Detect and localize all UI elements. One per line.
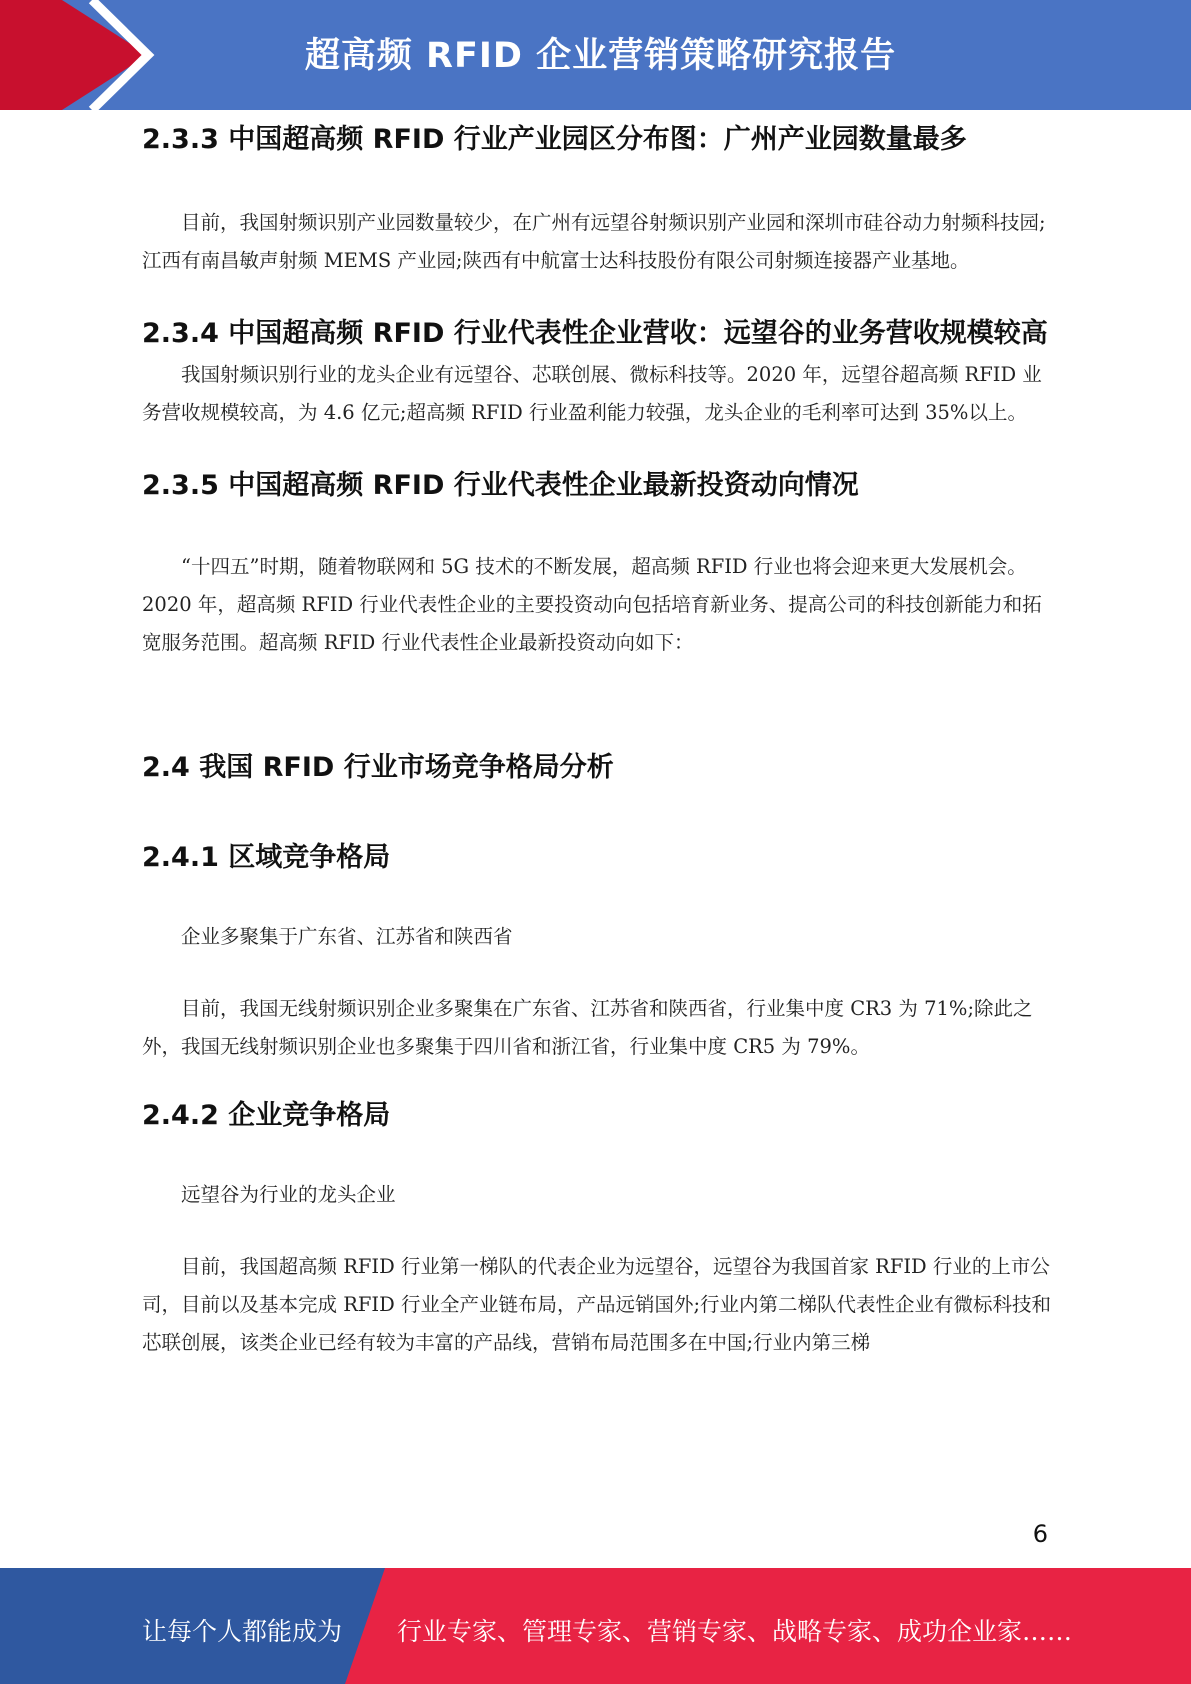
page-number: 6: [1032, 1520, 1048, 1548]
section-2-4-2-paragraph: 目前，我国超高频 RFID 行业第一梯队的代表企业为远望谷，远望谷为我国首家 RFID 行业的上市公司，目前以及基本完成 RFID 行业全产业链布局，产品远销国外;行业内第二梯队代表性企业有微标科技和芯联创展，该类企业已经有较为丰富的产品线，营销布局范围多在中国;行业内第三梯: [142, 1255, 1052, 1354]
section-2-3-4-paragraph: 我国射频识别行业的龙头企业有远望谷、芯联创展、微标科技等。2020 年，远望谷超高频 RFID 业务营收规模较高，为 4.6 亿元;超高频 RFID 行业盈利能力较强，龙头企业的毛利率可达到 35%以上。: [142, 363, 1042, 424]
section-2-3-5-paragraph: “十四五”时期，随着物联网和 5G 技术的不断发展，超高频 RFID 行业也将会迎来更大发展机会。2020 年，超高频 RFID 行业代表性企业的主要投资动向包括培育新业务、提高公司的科技创新能力和拓宽服务范围。超高频 RFID 行业代表性企业最新投资动向如下：: [142, 555, 1042, 654]
section-2-4-title: 2.4 我国 RFID 行业市场竞争格局分析: [142, 752, 614, 783]
section-2-4-1-title: 2.4.1 区域竞争格局: [142, 842, 391, 873]
page-header: [0, 0, 1191, 110]
section-2-4-2-subheading: 远望谷为行业的龙头企业: [181, 1183, 396, 1206]
section-2-4-1-paragraph: 目前，我国无线射频识别企业多聚集在广东省、江苏省和陕西省，行业集中度 CR3 为 71%;除此之外，我国无线射频识别企业也多聚集于四川省和浙江省，行业集中度 CR5 为 79%。: [142, 997, 1033, 1058]
section-2-3-3-title: 2.3.3 中国超高频 RFID 行业产业园区分布图：广州产业园数量最多: [142, 124, 967, 155]
page-footer: [0, 1568, 1191, 1684]
footer-slogan-left: 让每个人都能成为: [142, 1617, 343, 1646]
section-2-3-3-paragraph: 目前，我国射频识别产业园数量较少，在广州有远望谷射频识别产业园和深圳市硅谷动力射频科技园;江西有南昌敏声射频 MEMS 产业园;陕西有中航富士达科技股份有限公司射频连接器产业基地。: [142, 211, 1046, 272]
section-2-3-4-title: 2.3.4 中国超高频 RFID 行业代表性企业营收：远望谷的业务营收规模较高: [142, 318, 1048, 349]
section-2-4-2-title: 2.4.2 企业竞争格局: [142, 1100, 391, 1131]
section-2-3-5-title: 2.3.5 中国超高频 RFID 行业代表性企业最新投资动向情况: [142, 470, 859, 501]
header-title: 超高频 RFID 企业营销策略研究报告: [304, 36, 897, 76]
footer-slogan-right: 行业专家、管理专家、营销专家、战略专家、成功企业家……: [397, 1617, 1073, 1646]
section-2-4-1-subheading: 企业多聚集于广东省、江苏省和陕西省: [181, 925, 513, 948]
document-body: [142, 120, 1052, 1362]
